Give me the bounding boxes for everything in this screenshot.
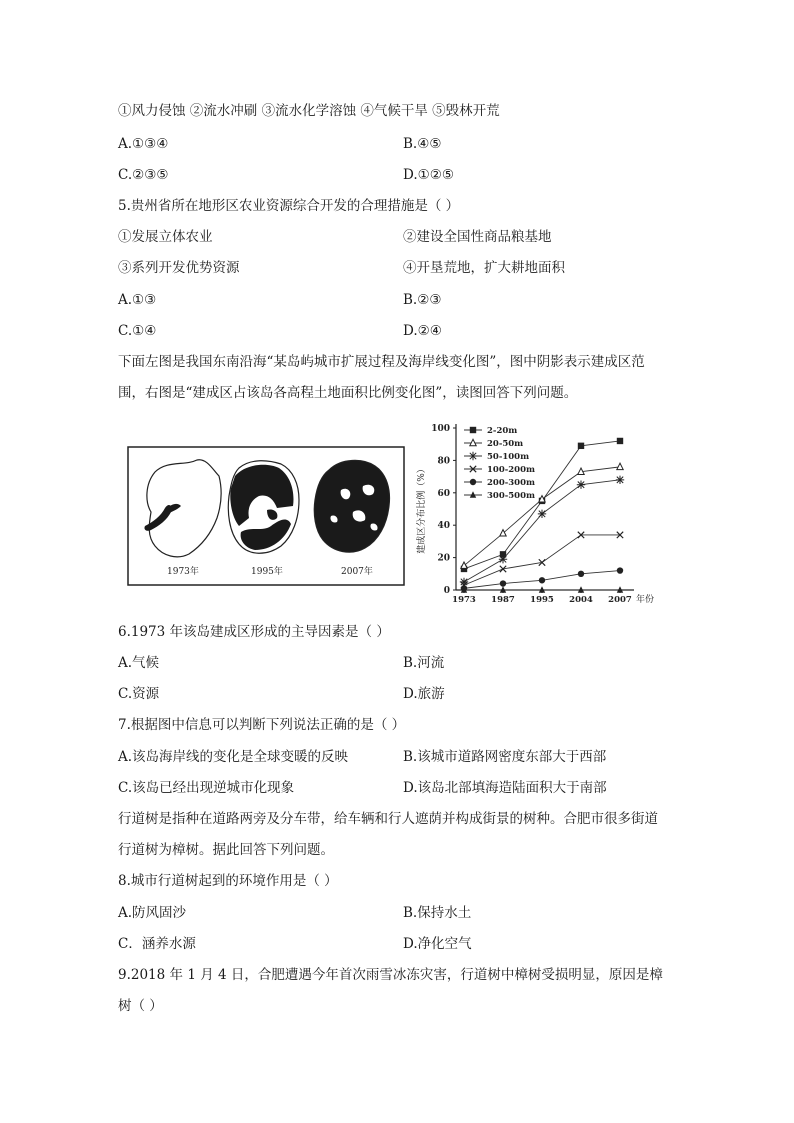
q5-option-d: D.②④ [403, 323, 442, 339]
tree-intro-line-2: 行道树为樟树。据此回答下列问题。 [118, 842, 334, 858]
q6-option-c: C.资源 [118, 686, 160, 702]
data-point [470, 479, 476, 485]
data-point [469, 452, 477, 460]
q8-option-b: B.保持水土 [403, 905, 472, 921]
legend-label: 2-20m [487, 426, 518, 436]
x-tick-label: 2004 [569, 595, 593, 605]
legend-label: 200-300m [487, 478, 536, 488]
x-tick-label: 1995 [530, 595, 554, 605]
map-label-1995: 1995年 [251, 567, 283, 577]
chart-x-axis-label: 年份 [636, 595, 655, 605]
legend-entry [464, 465, 535, 475]
q7-stem: 7.根据图中信息可以判断下列说法正确的是（ ） [118, 717, 406, 733]
q4-option-d: D.①②⑤ [403, 167, 454, 183]
map-label-1973: 1973年 [167, 567, 199, 577]
y-tick-label: 80 [437, 456, 450, 467]
chart-y-axis-label: 建成区分布比例（%） [417, 464, 427, 554]
chart-series-lines [460, 438, 624, 593]
q5-item-4: ④开垦荒地，扩大耕地面积 [403, 260, 565, 276]
data-point [617, 438, 623, 444]
y-tick-label: 100 [431, 424, 450, 434]
x-tick-label: 2007 [608, 595, 632, 605]
x-tick-label: 1987 [491, 595, 515, 605]
island-expansion-map [127, 446, 405, 586]
legend-label: 100-200m [487, 465, 536, 475]
q6-option-d: D.旅游 [403, 686, 445, 702]
figure-intro-line-2: 围，右图是“建成区占该岛各高程土地面积比例变化图”，读图回答下列问题。 [118, 385, 578, 401]
q9-stem-line-1: 9.2018 年 1 月 4 日，合肥遭遇今年首次雨雪冰冻灾害，行道树中樟树受损明显，原因是樟 [118, 967, 663, 983]
legend-label: 20-50m [487, 439, 524, 449]
data-point [578, 571, 584, 577]
q5-item-2: ②建设全国性商品粮基地 [403, 229, 552, 245]
q7-option-a: A.该岛海岸线的变化是全球变暖的反映 [118, 749, 349, 765]
data-point [577, 481, 585, 489]
q8-stem: 8.城市行道树起到的环境作用是（ ） [118, 873, 338, 889]
q8-option-d: D.净化空气 [403, 936, 472, 952]
y-tick-label: 0 [443, 586, 450, 596]
legend-entry [464, 439, 523, 449]
series-2-20m [461, 438, 623, 572]
data-point [617, 463, 623, 469]
q4-option-c: C.②③⑤ [118, 167, 169, 183]
q8-option-c: C．涵养水源 [118, 936, 196, 952]
data-point [470, 427, 476, 433]
data-point [617, 567, 623, 573]
q9-stem-line-2: 树（ ） [118, 998, 163, 1014]
data-point [538, 510, 546, 518]
q5-item-3: ③系列开发优势资源 [118, 260, 240, 276]
x-tick-label: 1973 [452, 595, 476, 605]
data-point [461, 562, 467, 568]
series-50-100m [460, 476, 624, 586]
q6-option-b: B.河流 [403, 655, 445, 671]
q7-option-d: D.该岛北部填海造陆面积大于南部 [403, 780, 607, 796]
chart-legend [464, 426, 535, 501]
q6-option-a: A.气候 [118, 655, 160, 671]
data-point [539, 577, 545, 583]
map-label-2007: 2007年 [341, 567, 373, 577]
data-point [616, 476, 624, 484]
q5-item-1: ①发展立体农业 [118, 229, 213, 245]
data-point [499, 555, 507, 563]
data-point [578, 443, 584, 449]
data-point [470, 491, 476, 497]
q4-option-b: B.④⑤ [403, 136, 442, 152]
data-point [500, 530, 506, 536]
figure-intro-line-1: 下面左图是我国东南沿海“某岛屿城市扩展过程及海岸线变化图”，图中阴影表示建成区范 [118, 354, 645, 370]
q4-option-a: A.①③④ [118, 136, 169, 152]
q4-factor-list: ①风力侵蚀 ②流水冲刷 ③流水化学溶蚀 ④气候干旱 ⑤毁林开荒 [118, 103, 500, 119]
y-tick-label: 40 [437, 521, 450, 532]
q5-option-c: C.①④ [118, 323, 157, 339]
q5-option-a: A.①③ [118, 292, 157, 308]
tree-intro-line-1: 行道树是指种在道路两旁及分车带，给车辆和行人遮荫并构成街景的树种。合肥市很多街道 [118, 811, 658, 827]
data-point [470, 439, 476, 445]
data-point [500, 580, 506, 586]
legend-entry [464, 426, 517, 436]
legend-entry [464, 491, 535, 501]
q5-option-b: B.②③ [403, 292, 442, 308]
q8-option-a: A.防风固沙 [118, 905, 187, 921]
legend-label: 300-500m [487, 491, 536, 501]
y-tick-label: 60 [437, 488, 450, 499]
built-up-area-ratio-chart [410, 418, 680, 610]
q7-option-c: C.该岛已经出现逆城市化现象 [118, 780, 295, 796]
legend-entry [464, 452, 529, 462]
q6-stem: 6.1973 年该岛建成区形成的主导因素是（ ） [118, 624, 390, 640]
q7-option-b: B.该城市道路网密度东部大于西部 [403, 749, 607, 765]
legend-label: 50-100m [487, 452, 530, 462]
q5-stem: 5.贵州省所在地形区农业资源综合开发的合理措施是（ ） [118, 198, 460, 214]
legend-entry [464, 478, 535, 488]
y-tick-label: 20 [437, 553, 450, 564]
